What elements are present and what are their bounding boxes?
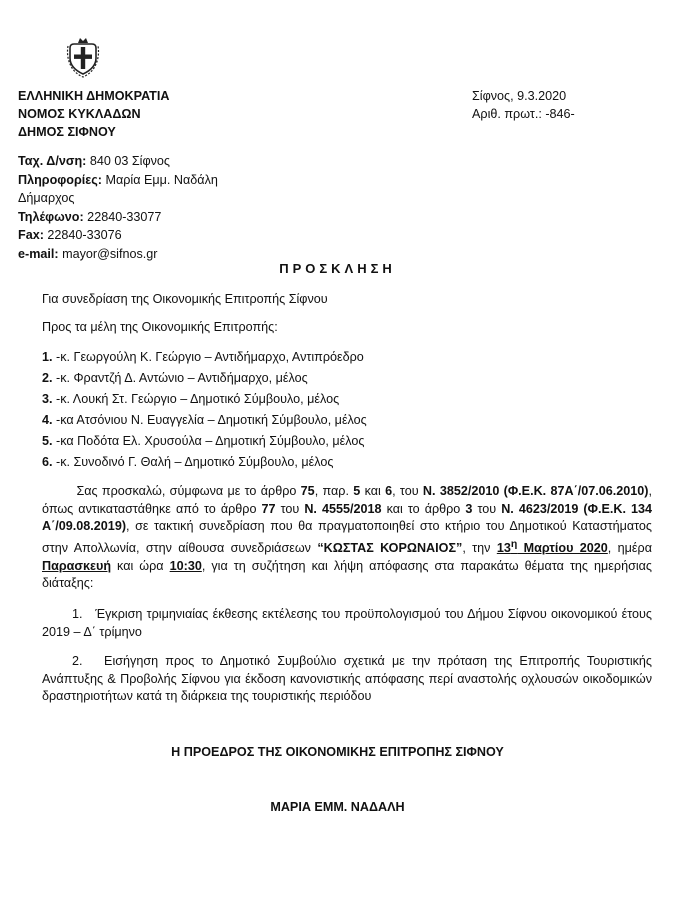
email-value: mayor@sifnos.gr — [58, 246, 158, 261]
date-protocol-block — [472, 87, 575, 123]
agenda-text: Εισήγηση προς το Δημοτικό Συμβούλιο σχετικά με την πρόταση της Επιτροπής Τουριστικής Ανάπτυξης & Προβολής Σίφνου για έκδοση κανονιστικής απόφασης περί αναστολής οχλουσών οικοδομικών δραστηριοτήτων κατά τη διάρκεια της τουριστικής περιόδου — [42, 654, 652, 704]
address-value: 840 03 Σίφνος — [86, 154, 170, 168]
member-number: 4. — [42, 413, 53, 427]
invitation-paragraph — [42, 483, 652, 593]
meeting-time: 10:30 — [169, 558, 202, 573]
list-item — [42, 653, 652, 706]
agenda-number: 2. — [72, 654, 83, 669]
body-bold: Ν. 3852/2010 (Φ.Ε.Κ. 87Α΄/07.06.2010) — [422, 484, 649, 498]
phone-value: 22840-33077 — [83, 209, 162, 224]
body-bold: Ν. 4555/2018 — [304, 501, 382, 516]
body-bold: 75 — [300, 484, 315, 498]
agenda-number: 1. — [72, 607, 83, 621]
fax-label: Fax: — [18, 228, 44, 243]
body-text: Σας προσκαλώ, σύμφωνα με το άρθρο — [76, 484, 301, 498]
body-bold: 5 — [353, 484, 361, 498]
body-bold: 77 — [261, 501, 276, 516]
meeting-weekday: Παρασκευή — [42, 558, 112, 573]
member-number: 1. — [42, 350, 53, 364]
greek-coat-of-arms-icon — [66, 34, 100, 78]
contact-block — [18, 152, 218, 264]
body-text: , για τη συζήτηση και λήψη απόφασης στα παρακάτω θέματα της ημερήσιας διάταξης: — [42, 558, 652, 591]
body-text: και το άρθρο — [381, 501, 466, 516]
agenda-text: Έγκριση τριμηνιαίας έκθεσης εκτέλεσης του προϋπολογισμού του Δήμου Σίφνου οικονομικού έτους 2019 – Δ΄ τρίμηνο — [42, 607, 652, 639]
body-text: , όπως αντικαταστάθηκε από το άρθρο — [42, 484, 652, 516]
body-bold: “ΚΩΣΤΑΣ ΚΟΡΩΝΑΙΟΣ” — [317, 540, 463, 555]
issuer-line: ΕΛΛΗΝΙΚΗ ΔΗΜΟΚΡΑΤΙΑ — [18, 89, 170, 103]
body-bold: 6 — [385, 484, 393, 498]
member-text: -κ. Γεωργούλη Κ. Γεώργιο – Αντιδήμαρχο, Αντιπρόεδρο — [52, 350, 364, 364]
info-role: Δήμαρχος — [18, 191, 75, 206]
meeting-day-suffix: η — [510, 537, 518, 550]
body-text: και — [360, 484, 386, 498]
body-text: , την — [462, 540, 497, 555]
document-title: ΠΡΟΣΚΛΗΣΗ — [279, 261, 396, 276]
body-text: , παρ. — [314, 484, 354, 498]
list-item — [42, 452, 367, 473]
body-text: και ώρα — [111, 558, 170, 573]
place-date: Σίφνος, 9.3.2020 — [472, 89, 567, 103]
body-text: , του — [392, 484, 423, 498]
address-label: Ταχ. Δ/νση: — [18, 154, 87, 168]
info-value: Μαρία Εμμ. Ναδάλη — [102, 172, 218, 187]
meeting-month-year: Μαρτίου 2020 — [517, 540, 608, 555]
member-number: 3. — [42, 392, 53, 406]
list-item — [42, 389, 367, 410]
issuer-line: ΔΗΜΟΣ ΣΙΦΝΟΥ — [18, 125, 116, 139]
info-label: Πληροφορίες: — [18, 172, 102, 187]
intro-line-1: Για συνεδρίαση της Οικονομικής Επιτροπής Σίφνου — [42, 292, 328, 306]
list-item — [42, 347, 367, 368]
body-text: , σε τακτική συνεδρίαση που θα πραγματοποιηθεί στο κτήριο του Δημοτικού Καταστήματος στην Απολλωνία, στην αίθουσα συνεδριάσεων — [42, 519, 652, 555]
fax-value: 22840-33076 — [43, 228, 122, 243]
signatory-role: Η ΠΡΟΕΔΡΟΣ ΤΗΣ ΟΙΚΟΝΟΜΙΚΗΣ ΕΠΙΤΡΟΠΗΣ ΣΙΦΝΟΥ — [171, 745, 504, 759]
signatory-name: ΜΑΡΙΑ ΕΜΜ. ΝΑΔΑΛΗ — [270, 800, 405, 814]
phone-label: Τηλέφωνο: — [18, 209, 84, 224]
intro-line-2: Προς τα μέλη της Οικονομικής Επιτροπής: — [42, 320, 278, 334]
list-item — [42, 410, 367, 431]
body-bold: 3 — [465, 501, 473, 516]
protocol-number: Αριθ. πρωτ.: -846- — [472, 107, 575, 121]
members-list — [42, 347, 367, 473]
body-text: , ημέρα — [607, 540, 652, 555]
issuer-line: ΝΟΜΟΣ ΚΥΚΛΑΔΩΝ — [18, 107, 141, 121]
list-item — [42, 431, 367, 452]
list-item — [42, 368, 367, 389]
list-item — [42, 606, 652, 641]
member-text: -κα Ατσόνιου Ν. Ευαγγελία – Δημοτική Σύμβουλο, μέλος — [52, 413, 367, 427]
member-number: 6. — [42, 455, 53, 469]
issuer-block — [18, 87, 169, 141]
body-bold: Ν. 4623/2019 (Φ.Ε.Κ. 134 Α΄/09.08.2019) — [42, 501, 653, 534]
body-text: του — [275, 501, 305, 516]
member-number: 5. — [42, 434, 53, 448]
meeting-day: 13 — [496, 540, 511, 555]
member-text: -κ. Φραντζή Δ. Αντώνιο – Αντιδήμαρχο, μέλος — [52, 371, 308, 385]
email-label: e-mail: — [18, 246, 59, 261]
member-number: 2. — [42, 371, 53, 385]
member-text: -κ. Συνοδινό Γ. Θαλή – Δημοτικό Σύμβουλο, μέλος — [52, 455, 334, 469]
member-text: -κα Ποδότα Ελ. Χρυσούλα – Δημοτική Σύμβουλο, μέλος — [52, 434, 365, 448]
body-text: του — [472, 501, 502, 516]
member-text: -κ. Λουκή Στ. Γεώργιο – Δημοτικό Σύμβουλο, μέλος — [52, 392, 340, 406]
agenda-list — [42, 606, 652, 718]
